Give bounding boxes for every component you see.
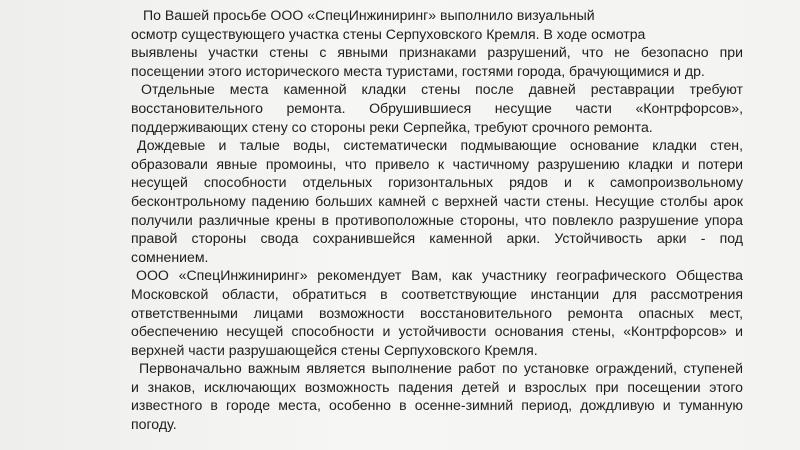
letter-body <box>131 6 743 434</box>
text-line: и знаков, исключающих возможность падения детей и взрослых при посещении этого <box>131 378 743 395</box>
text-line: По Вашей просьбе ООО «СпецИнжиниринг» выполнило визуальный <box>143 7 595 23</box>
text-line: осмотр существующего участка стены Серпуховского Кремля. В ходе осмотра <box>131 25 646 42</box>
text-line: правой стороны свода сохранившейся каменной арки. Устойчивость арки - под <box>131 230 743 247</box>
text-line: Первоначально важным является выполнение работ по установке ограждений, ступеней <box>139 360 743 377</box>
text-line: сомнением. <box>131 248 209 265</box>
text-line: Отдельные места каменной кладки стены после давней реставрации требуют <box>141 81 743 98</box>
text-line: поддерживающих стену со стороны реки Серпейка, требуют срочного ремонта. <box>131 118 653 135</box>
text-line: восстановительного ремонта. Обрушившиеся несущие части «Контрфорсов», <box>131 99 743 116</box>
text-line: Дождевые и талые воды, систематически подмывающие основание кладки стен, <box>137 137 743 154</box>
text-line: обеспечению несущей способности и устойчивости основания стены, «Контрфорсов» и <box>131 323 743 340</box>
text-line: верхней части разрушающейся стены Серпуховского Кремля. <box>131 341 538 358</box>
text-line: посещении этого исторического места туристами, гостями города, брачующимися и др. <box>131 62 705 79</box>
text-line: бесконтрольному падению больших камней с верхней части стены. Несущие столбы арок <box>131 192 743 209</box>
text-line: несущей способности отдельных горизонтальных рядов и к самопроизвольному <box>131 174 743 191</box>
text-line: известного в городе места, особенно в осенне-зимний период, дождливую и туманную <box>131 397 743 414</box>
text-line: ООО «СпецИнжиниринг» рекомендует Вам, как участнику географического Общества <box>136 267 743 284</box>
text-line: выявлены участки стены с явными признаками разрушений, что не безопасно при <box>131 44 743 61</box>
text-line: Московской области, обратиться в соответствующие инстанции для рассмотрения <box>131 285 743 302</box>
text-line: образовали явные промоины, что привело к частичному разрушению кладки и потери <box>131 155 743 172</box>
text-line: получили различные крены в противоположные стороны, что повлекло разрушение упора <box>131 211 743 228</box>
text-line: погоду. <box>131 416 177 433</box>
text-line: ответственными лицами возможности восстановительного ремонта опасных мест, <box>131 304 743 321</box>
